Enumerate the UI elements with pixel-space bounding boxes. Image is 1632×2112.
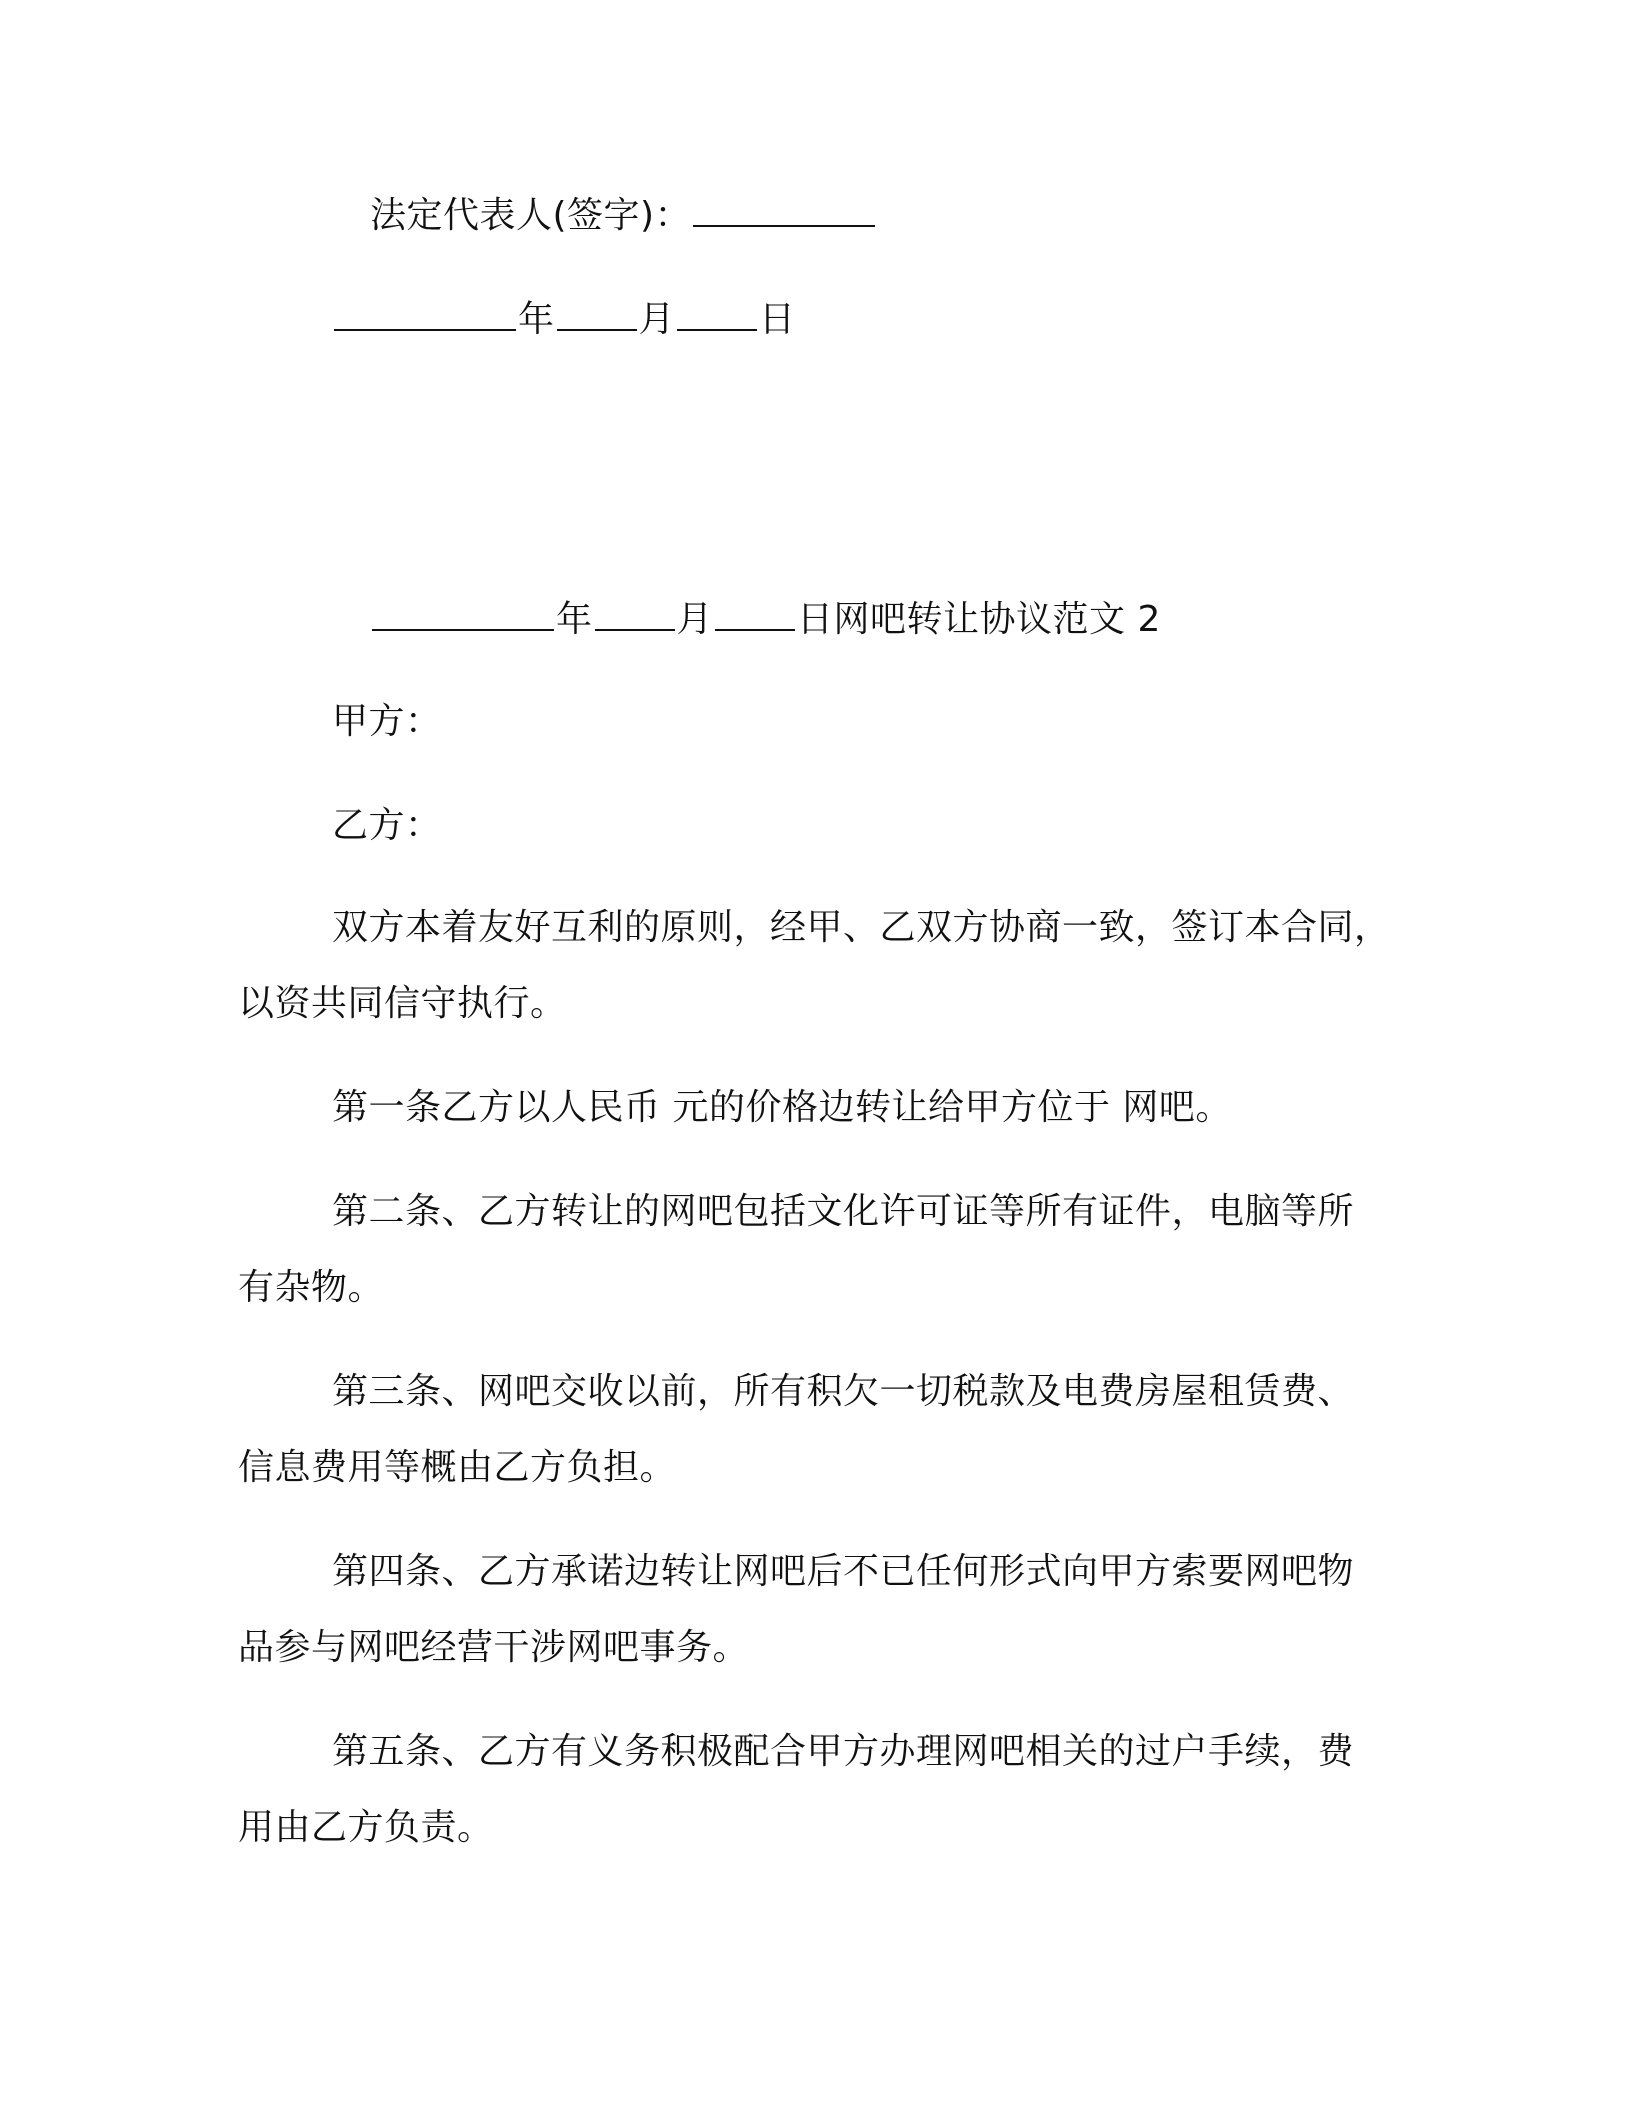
legal-rep-label: 法定代表人(签字)： xyxy=(370,195,692,236)
intro-line-2: 以资共同信守执行。 xyxy=(238,983,567,1024)
title-year-blank xyxy=(372,599,554,631)
article-4-line-1: 第四条、乙方承诺边转让网吧后不已任何形式向甲方索要网吧物 xyxy=(332,1551,1355,1592)
party-b: 乙方： xyxy=(332,805,442,846)
document-title xyxy=(370,598,1161,642)
article-4-line-2: 品参与网吧经营干涉网吧事务。 xyxy=(238,1627,750,1668)
intro-line-1: 双方本着友好互利的原则，经甲、乙双方协商一致，签订本合同， xyxy=(332,907,1391,948)
day-blank xyxy=(677,299,757,331)
year-label: 年 xyxy=(518,299,555,340)
title-text: 日网吧转让协议范文 2 xyxy=(797,599,1161,640)
article-2-line-1: 第二条、乙方转让的网吧包括文化许可证等所有证件，电脑等所 xyxy=(332,1191,1355,1232)
title-year-label: 年 xyxy=(556,599,593,640)
article-1-line-1: 第一条乙方以人民币 元的价格边转让给甲方位于 网吧。 xyxy=(332,1087,1232,1128)
year-blank xyxy=(334,299,516,331)
day-label: 日 xyxy=(759,299,796,340)
article-5-line-2: 用由乙方负责。 xyxy=(238,1807,494,1848)
article-2-line-2: 有杂物。 xyxy=(238,1267,385,1308)
article-5-line-1: 第五条、乙方有义务积极配合甲方办理网吧相关的过户手续，费 xyxy=(332,1731,1355,1772)
article-3-line-1: 第三条、网吧交收以前，所有积欠一切税款及电费房屋租赁费、 xyxy=(332,1371,1355,1412)
title-month-label: 月 xyxy=(676,599,714,640)
month-label: 月 xyxy=(638,299,676,340)
party-a: 甲方： xyxy=(332,701,442,742)
title-day-blank xyxy=(715,599,795,631)
signature-blank xyxy=(693,195,875,227)
article-3-line-2: 信息费用等概由乙方负担。 xyxy=(238,1447,677,1488)
title-month-blank xyxy=(595,599,675,631)
month-blank xyxy=(557,299,637,331)
legal-rep-signature-line xyxy=(370,194,877,238)
signature-date-line xyxy=(332,298,796,342)
